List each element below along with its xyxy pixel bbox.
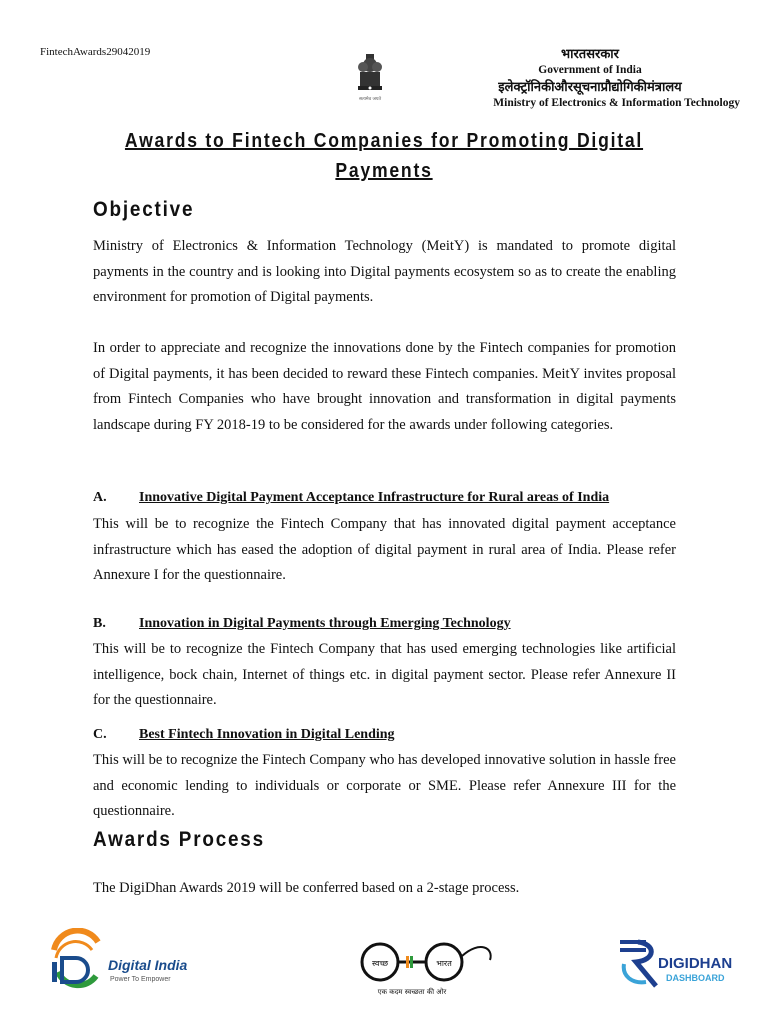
swachh-bharat-logo <box>340 934 500 998</box>
swachh-left-text: स्वच्छ <box>371 959 389 968</box>
title-line-1: Awards to Fintech Companies for Promoting Digital <box>124 130 644 152</box>
category-title: Innovative Digital Payment Acceptance Infrastructure for Rural areas of India <box>139 490 610 505</box>
national-emblem-icon <box>352 50 388 104</box>
objective-paragraph-1: Ministry of Electronics & Information Technology (MeitY) is mandated to promote digital payments in the country and is looking into Digital payments ecosystem so as to create the enabling environment for promotion of Digital payments. <box>93 238 676 305</box>
digital-india-text: Digital India <box>108 957 188 973</box>
category-letter: C. <box>93 727 107 742</box>
swachh-right-text: भारत <box>436 959 452 968</box>
footer-logos <box>0 924 768 1004</box>
government-of-india: Government of India <box>538 64 642 76</box>
objective-heading: Objective <box>93 198 195 221</box>
category-letter: A. <box>93 490 107 505</box>
category-c-text: This will be to recognize the Fintech Company who has developed innovative solution in hassle free and economic lending to individuals or corporate or SME. Please refer Annexure III for the questionnaire. <box>93 752 676 819</box>
category-c-heading <box>93 727 395 743</box>
digidhan-dashboard-logo <box>616 934 746 994</box>
objective-paragraph-2: In order to appreciate and recognize the innovations done by the Fintech companies for promotion of Digital payments, it has been decided to reward these Fintech companies. MeitY invites proposal from Fintech Companies who have brought innovation and transformation in digital payments landscape during FY 2018-19 to be considered for the awards under following categories. <box>93 340 676 433</box>
emblem-caption: सत्यमेव जयते <box>358 97 382 102</box>
hindi-ministry: इलेक्ट्रॉनिकीऔरसूचनाप्रौद्योगिकीमंत्रालय <box>498 80 682 95</box>
digidhan-subtext: DASHBOARD <box>666 973 725 983</box>
category-a-text: This will be to recognize the Fintech Company that has innovated digital payment acceptance infrastructure which has eased the adoption of digital payment in rural area of India. Please refer Annexure I for the questionnaire. <box>93 516 676 583</box>
document-title <box>99 126 669 186</box>
digital-india-logo <box>46 928 196 992</box>
category-b-text: This will be to recognize the Fintech Company that has used emerging technologies like artificial intelligence, bock chain, Internet of things etc. in digital payment sector. Please refer Annexure II for the questionnaire. <box>93 641 676 708</box>
doc-id: FintechAwards29042019 <box>40 46 151 58</box>
digital-india-tagline: Power To Empower <box>110 976 171 983</box>
swachh-tagline: एक कदम स्वच्छता की ओर <box>377 988 447 996</box>
category-title: Best Fintech Innovation in Digital Lending <box>139 727 395 742</box>
awards-process-heading: Awards Process <box>93 828 265 851</box>
category-b-heading <box>93 616 511 632</box>
government-header <box>440 44 740 109</box>
digidhan-text: DIGIDHAN <box>658 955 733 972</box>
ministry-name: Ministry of Electronics & Information Technology <box>493 97 740 109</box>
title-line-2: Payments <box>335 160 433 182</box>
hindi-government: भारतसरकार <box>560 47 619 62</box>
category-letter: B. <box>93 616 106 631</box>
category-title: Innovation in Digital Payments through Emerging Technology <box>139 616 511 631</box>
category-a-heading <box>93 490 609 506</box>
awards-process-text: The DigiDhan Awards 2019 will be conferred based on a 2-stage process. <box>93 880 520 896</box>
